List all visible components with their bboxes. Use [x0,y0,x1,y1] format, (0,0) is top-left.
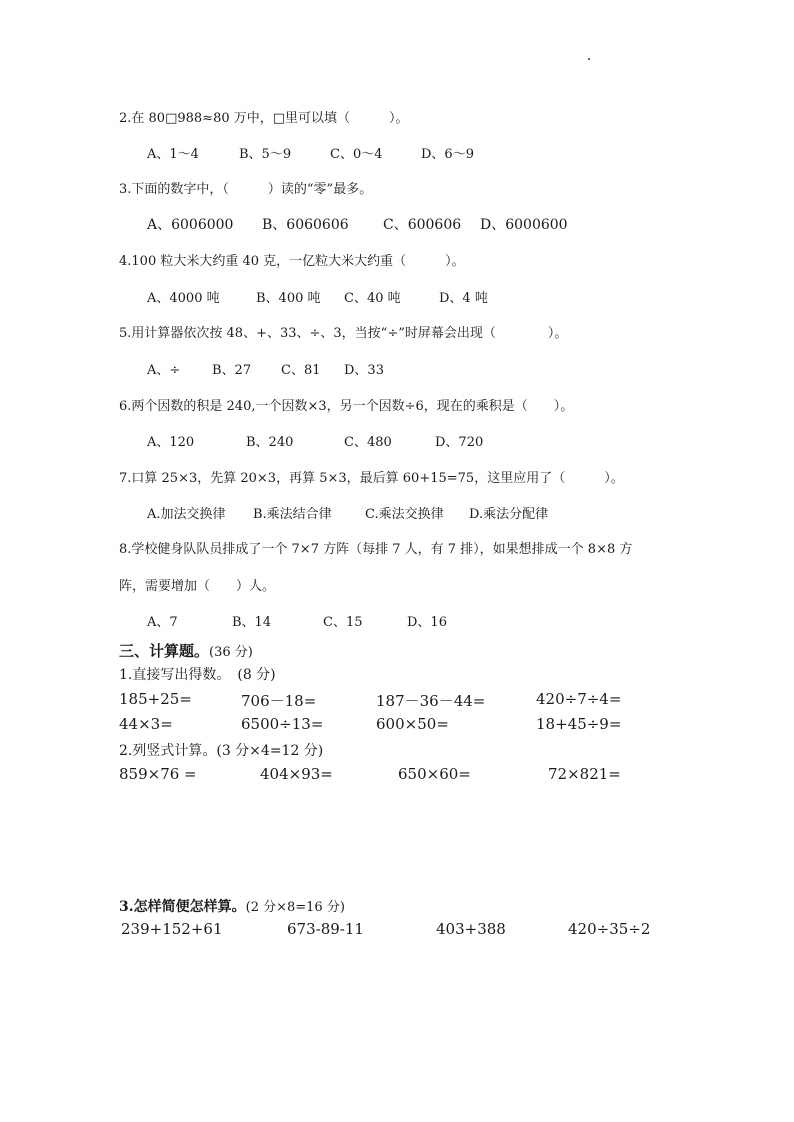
q6-option-c: C、480 [344,435,392,450]
section-3-title: 三、计算题。 [119,642,210,660]
q8-option-b: B、14 [232,615,272,630]
question-8-line2: 阵，需要增加（ ）人。 [119,579,276,594]
q4-option-b: B、400 吨 [256,291,321,306]
q2-option-b: B、5～9 [239,147,292,162]
calc-1-8: 18+45÷9= [536,715,622,733]
q4-option-a: A、4000 吨 [147,291,220,306]
q4-option-c: C、40 吨 [344,291,401,306]
question-4: 4.100 粒大米大约重 40 克，一亿粒大米大约重（ ）。 [119,254,465,269]
q3-option-a: A、6006000 [147,217,234,233]
question-7: 7.口算 25×3，先算 20×3，再算 5×3，最后算 60+15=75，这里应用了（ ）。 [119,471,624,486]
calc-2-3: 650×60= [398,765,471,783]
part-2-title: 2.列竖式计算。(3 分×4=12 分) [119,743,324,759]
q5-option-c: C、81 [281,363,321,378]
calc-1-7: 600×50= [376,715,449,733]
q5-option-b: B、27 [212,363,252,378]
calc-2-1: 859×76 = [119,765,197,783]
q6-option-b: B、240 [246,435,294,450]
part-3-title: 3.怎样简便怎样算。 [119,899,246,915]
q6-option-a: A、120 [147,435,195,450]
q2-option-a: A、1～4 [147,147,199,162]
part-1-title: 1.直接写出得数。 (8 分) [119,667,276,683]
calc-3-3: 403+388 [436,920,506,938]
q5-option-a: A、÷ [147,363,181,378]
calc-1-1: 185+25= [119,690,192,708]
q8-option-d: D、16 [407,615,447,630]
q7-option-d: D.乘法分配律 [469,507,549,522]
section-3-score: (36 分) [209,645,253,660]
question-5: 5.用计算器依次按 48、+、33、÷、3，当按“÷”时屏幕会出现（ ）。 [119,326,568,341]
calc-2-2: 404×93= [260,765,333,783]
calc-3-4: 420÷35÷2 [568,920,651,938]
calc-3-2: 673-89-11 [287,920,364,938]
part-3-score: (2 分×8=16 分) [245,900,345,915]
q5-option-d: D、33 [344,363,384,378]
q6-option-d: D、720 [435,435,484,450]
question-8-line1: 8.学校健身队队员排成了一个 7×7 方阵（每排 7 人，有 7 排），如果想排成一个 8×8 方 [119,542,633,557]
calc-3-1: 239+152+61 [121,920,223,938]
q3-option-d: D、6000600 [480,217,568,233]
q7-option-a: A.加法交换律 [147,507,226,522]
question-2: 2.在 80□988≈80 万中，□里可以填（ ）。 [119,111,409,126]
q3-option-b: B、6060606 [262,217,349,233]
q7-option-b: B.乘法结合律 [253,507,332,522]
q3-option-c: C、600606 [383,217,462,233]
q8-option-c: C、15 [323,615,363,630]
calc-1-4: 420÷7÷4= [536,690,622,708]
calc-1-2: 706－18= [241,692,317,710]
q7-option-c: C.乘法交换律 [365,507,444,522]
part-3-heading [119,896,345,916]
calc-1-5: 44×3= [119,715,173,733]
calc-1-3: 187－36－44= [376,692,486,710]
q2-option-d: D、6～9 [421,147,474,162]
q4-option-d: D、4 吨 [439,291,488,306]
section-3-heading [119,640,253,661]
q8-option-a: A、7 [147,615,178,630]
calc-2-4: 72×821= [548,765,621,783]
calc-1-6: 6500÷13= [241,715,324,733]
corner-mark [588,58,590,60]
q2-option-c: C、0～4 [330,147,383,162]
question-6: 6.两个因数的积是 240,一个因数×3，另一个因数÷6，现在的乘积是（ ）。 [119,399,574,414]
question-3: 3.下面的数字中，（ ）读的“零”最多。 [119,182,373,197]
